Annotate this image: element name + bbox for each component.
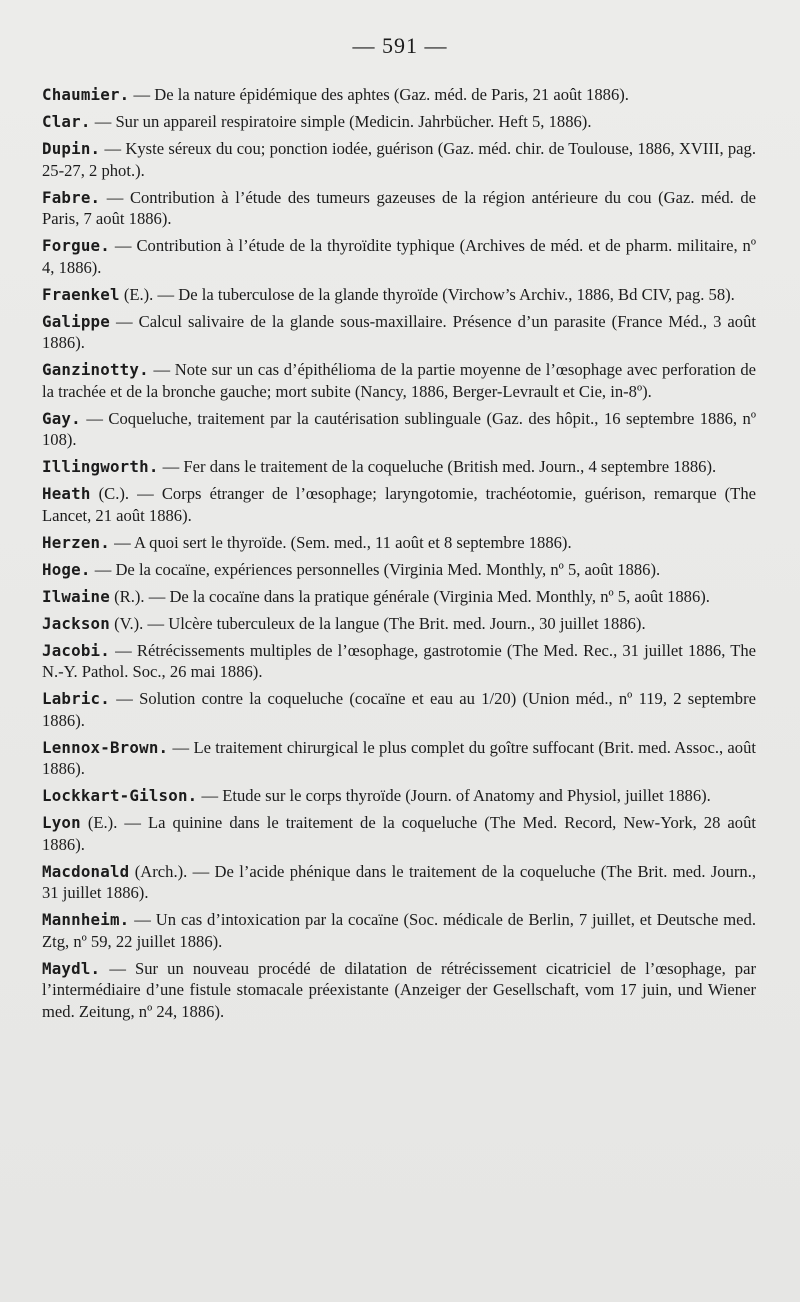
bibliography-entry — [42, 284, 756, 306]
entry-text: (R.). — De la cocaïne dans la pratique générale (Virginia Med. Monthly, nº 5, août 1886). — [109, 586, 710, 606]
author-name: Lyon — [42, 813, 81, 832]
author-name: Clar. — [42, 112, 91, 131]
entry-text: — Fer dans le traitement de la coqueluche (British med. Journ., 4 septembre 1886). — [158, 457, 717, 476]
bibliography-entry — [42, 812, 756, 855]
entry-text: — Un cas d’intoxication par la cocaïne (Soc. médicale de Berlin, 7 juillet, et Deutsche med. Ztg, nº 59, 22 juillet 1886). — [42, 910, 756, 951]
author-name: Maydl. — [42, 958, 101, 978]
entry-text: — Solution contre la coqueluche (cocaïne et eau au 1/20) (Union méd., nº 119, 2 septembre 1886). — [42, 689, 756, 730]
bibliography-entry — [42, 187, 756, 230]
page-number: — 591 — — [352, 33, 448, 58]
author-name: Lockkart-Gilson. — [42, 786, 198, 805]
bibliography-entry — [42, 311, 756, 354]
entry-text: (Arch.). — De l’acide phénique dans le traitement de la coqueluche (The Brit. med. Journ., 31 juillet 1886). — [42, 861, 756, 902]
author-name: Hoge. — [42, 559, 91, 579]
entry-text: (V.). — Ulcère tuberculeux de la langue (The Brit. med. Journ., 30 juillet 1886). — [109, 613, 646, 633]
author-name: Illingworth. — [42, 457, 159, 476]
bibliography-entry — [42, 483, 756, 526]
author-name: Galippe — [42, 311, 110, 331]
bibliography-entry — [42, 111, 756, 133]
entry-text: — Kyste séreux du cou; ponction iodée, guérison (Gaz. méd. chir. de Toulouse, 1886, XVIII, pag. 25-27, 2 phot.). — [42, 139, 756, 180]
author-name: Lennox-Brown. — [42, 737, 169, 757]
bibliography-entry — [42, 138, 756, 181]
bibliography-entry — [42, 408, 756, 451]
entry-text: — Rétrécissements multiples de l’œsophage, gastrotomie (The Med. Rec., 31 juillet 1886, The N.-Y. Pathol. Soc., 26 mai 1886). — [42, 640, 756, 681]
bibliography-entry — [42, 84, 756, 106]
entry-text: — De la nature épidémique des aphtes (Gaz. méd. de Paris, 21 août 1886). — [129, 85, 629, 104]
author-name: Labric. — [42, 689, 110, 708]
entry-text: — Sur un appareil respiratoire simple (Medicin. Jahrbücher. Heft 5, 1886). — [90, 112, 592, 131]
entry-text: — Note sur un cas d’épithélioma de la partie moyenne de l’œsophage avec perforation de la trachée et de la bronche gauche; mort subite (Nancy, 1886, Berger-Levrault et Cie, in-8º). — [42, 360, 756, 401]
author-name: Jackson — [42, 613, 110, 633]
entry-text: — De la cocaïne, expériences personnelles (Virginia Med. Monthly, nº 5, août 1886). — [90, 559, 661, 579]
bibliography-entry — [42, 861, 756, 904]
bibliography-entry — [42, 640, 756, 683]
entry-text: — Contribution à l’étude de la thyroïdite typhique (Archives de méd. et de pharm. militaire, nº 4, 1886). — [42, 236, 756, 277]
author-name: Heath — [42, 484, 91, 503]
author-name: Ilwaine — [42, 586, 110, 606]
author-name: Chaumier. — [42, 85, 130, 104]
entry-text: — A quoi sert le thyroïde. (Sem. med., 11 août et 8 septembre 1886). — [109, 532, 572, 552]
bibliography-entry — [42, 359, 756, 402]
bibliography-list — [42, 84, 756, 1028]
bibliography-entry — [42, 456, 756, 478]
bibliography-entry — [42, 235, 756, 278]
bibliography-entry — [42, 909, 756, 952]
bibliography-entry — [42, 613, 756, 635]
entry-text: — Etude sur le corps thyroïde (Journ. of Anatomy and Physiol, juillet 1886). — [197, 786, 711, 805]
bibliography-entry — [42, 688, 756, 731]
author-name: Dupin. — [42, 139, 101, 158]
author-name: Jacobi. — [42, 640, 110, 660]
entry-text: — Coqueluche, traitement par la cautérisation sublinguale (Gaz. des hôpit., 16 septembre 1886, nº 108). — [42, 408, 756, 449]
entry-text: — Calcul salivaire de la glande sous-maxillaire. Présence d’un parasite (France Méd., 3 août 1886). — [42, 311, 756, 352]
author-name: Mannheim. — [42, 910, 130, 929]
bibliography-entry — [42, 559, 756, 581]
bibliography-entry — [42, 586, 756, 608]
author-name: Macdonald — [42, 861, 130, 881]
author-name: Forgue. — [42, 236, 110, 255]
bibliography-entry — [42, 958, 756, 1023]
entry-text: — Contribution à l’étude des tumeurs gazeuses de la région antérieure du cou (Gaz. méd. de Paris, 7 août 1886). — [42, 187, 756, 228]
bibliography-entry — [42, 785, 756, 807]
author-name: Gay. — [42, 408, 81, 428]
entry-text: (E.). — De la tuberculose de la glande thyroïde (Virchow’s Archiv., 1886, Bd CIV, pag. 58). — [119, 284, 735, 304]
author-name: Herzen. — [42, 532, 110, 552]
author-name: Fraenkel — [42, 284, 120, 304]
bibliography-entry — [42, 532, 756, 554]
author-name: Fabre. — [42, 187, 101, 207]
author-name: Ganzinotty. — [42, 360, 149, 379]
entry-text: (C.). — Corps étranger de l’œsophage; laryngotomie, trachéotomie, guérison, remarque (The Lancet, 21 août 1886). — [42, 484, 756, 525]
entry-text: — Le traitement chirurgical le plus complet du goître suffocant (Brit. med. Assoc., août 1886). — [42, 737, 756, 778]
entry-text: (E.). — La quinine dans le traitement de la coqueluche (The Med. Record, New-York, 28 août 1886). — [42, 813, 756, 854]
entry-text: — Sur un nouveau procédé de dilatation de rétrécissement cicatriciel de l’œsophage, par l’intermédiaire d’une fistule stomacale préexistante (Anzeiger der Gesellschaft, vom 17 juin, und Wiener med. Zeitung, nº 24, 1886). — [42, 958, 756, 1021]
bibliography-entry — [42, 737, 756, 780]
